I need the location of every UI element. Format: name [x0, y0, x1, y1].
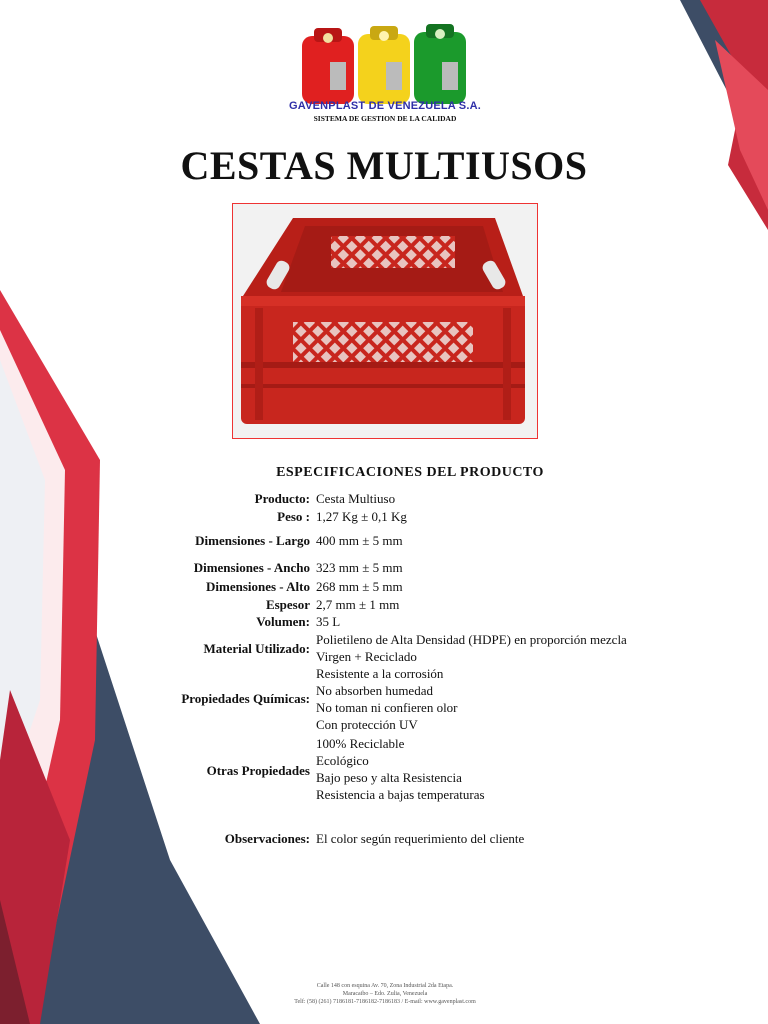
spec-value: 1,27 Kg ± 0,1 Kg — [316, 509, 407, 524]
spec-label: Producto: — [254, 491, 310, 506]
spec-value: El color según requerimiento del cliente — [316, 831, 525, 846]
spec-value: 100% Reciclable — [316, 736, 405, 751]
spec-value: Virgen + Reciclado — [316, 649, 417, 664]
spec-label: Espesor — [265, 597, 310, 612]
spec-label: Observaciones: — [224, 831, 310, 846]
spec-label: Peso : — [277, 509, 310, 524]
spec-value: 2,7 mm ± 1 mm — [316, 597, 400, 612]
gas-cylinder-yellow-icon — [358, 26, 410, 104]
spec-value: No absorben humedad — [316, 683, 433, 698]
product-photo — [232, 203, 538, 439]
footer-line: Telf: (58) (261) 7186181-7186182-7186183 / E-mail: www.gavenplast.com — [294, 999, 476, 1005]
footer-address — [250, 982, 520, 1006]
spec-value: Cesta Multiuso — [316, 491, 396, 506]
spec-label: Dimensiones - Alto — [206, 579, 310, 594]
spec-value: Resistencia a bajas temperaturas — [316, 787, 485, 802]
quality-system-label: SISTEMA DE GESTION DE LA CALIDAD — [313, 114, 457, 123]
spec-label: Material Utilizado: — [203, 641, 310, 656]
spec-value: 400 mm ± 5 mm — [316, 533, 403, 548]
spec-value: 323 mm ± 5 mm — [316, 560, 403, 575]
spec-value: 268 mm ± 5 mm — [316, 579, 403, 594]
spec-value: Resistente a la corrosión — [316, 666, 444, 681]
company-name: GAVENPLAST DE VENEZUELA S.A. — [288, 100, 481, 112]
gas-cylinder-red-icon — [302, 28, 354, 104]
page-title: CESTAS MULTIUSOS — [180, 143, 588, 188]
spec-value: Bajo peso y alta Resistencia — [316, 770, 462, 785]
spec-value: 35 L — [316, 614, 341, 629]
spec-value: No toman ni confieren olor — [316, 700, 458, 715]
spec-label: Dimensiones - Ancho — [193, 560, 310, 575]
spec-value: Con protección UV — [316, 717, 418, 732]
footer-line: Calle 148 con esquina Av. 70, Zona Industrial 2da Etapa. — [316, 983, 454, 989]
spec-label: Propiedades Químicas: — [181, 691, 310, 706]
footer-line: Maracaibo – Edo. Zulia, Venezuela — [342, 991, 428, 997]
gas-cylinder-green-icon — [414, 24, 466, 104]
spec-label: Otras Propiedades — [206, 763, 310, 778]
spec-label: Volumen: — [256, 614, 310, 629]
specifications-heading: ESPECIFICACIONES DEL PRODUCTO — [276, 465, 544, 480]
spec-value: Ecológico — [316, 753, 369, 768]
spec-value: Polietileno de Alta Densidad (HDPE) en proporción mezcla — [316, 632, 627, 647]
spec-label: Dimensiones - Largo — [195, 533, 310, 548]
